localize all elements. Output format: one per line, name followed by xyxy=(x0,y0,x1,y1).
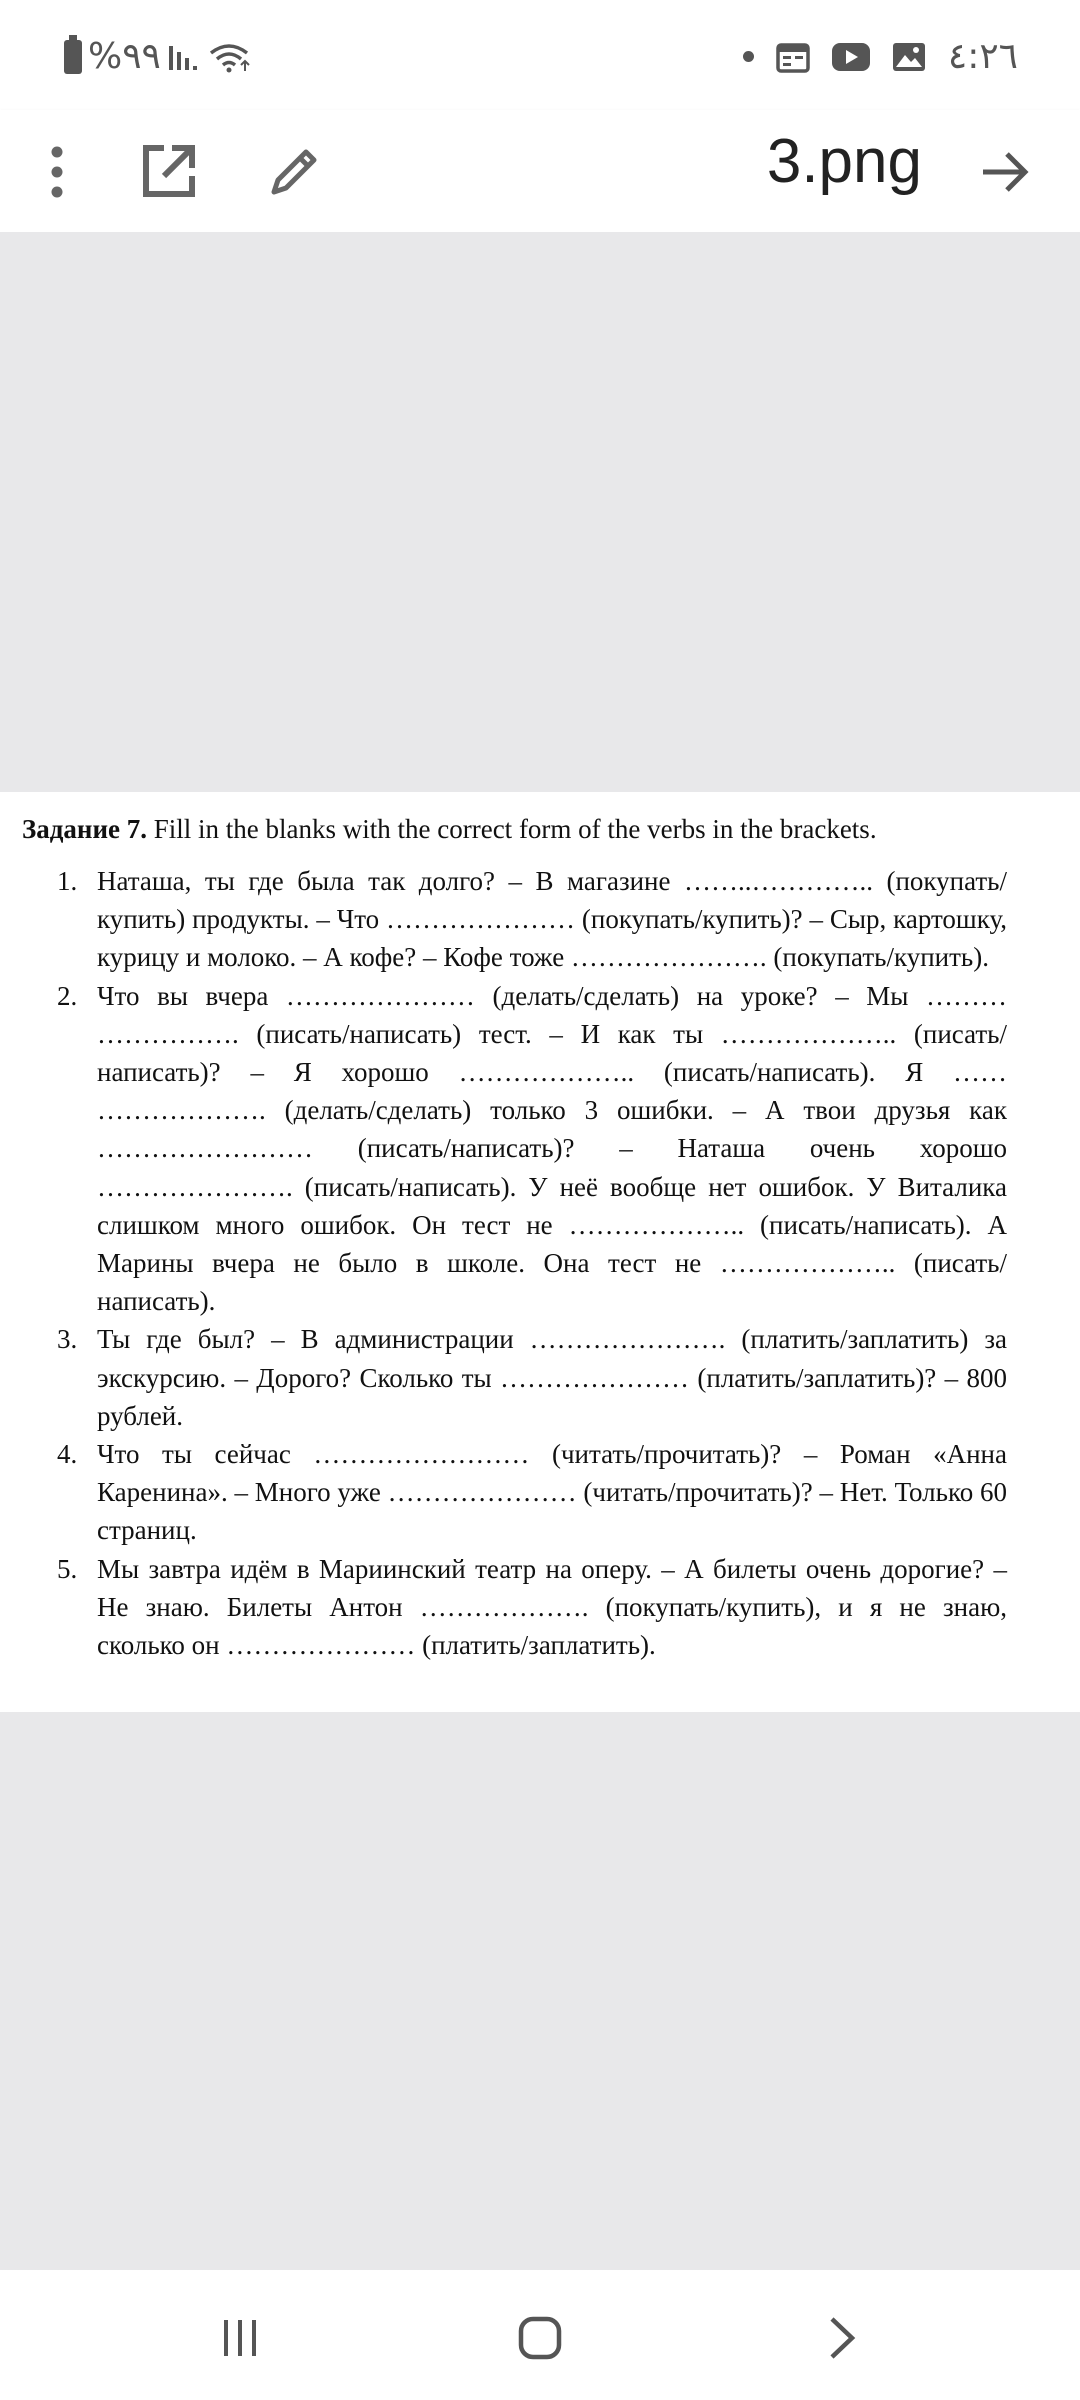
item-text: Что вы вчера ………………… (делать/сделать) на уроке? – Мы ……… ……………. (писать/написать) тест. – И как ты ……………….. (писать/написать)? – Я хорошо ……………….. (писать/написать). Я …… ………………. (делать/сделать) только 3 ошибки. – А твои друзья как …………………… (писать/написать)? – Наташа очень хорошо …………………. (писать/написать). У неё вообще нет ошибок. У Виталика слишком много ошибок. Он тест не ……………….. (писать/написать). А Марины вчера не было в школе. Она тест не ……………….. (писать/написать). xyxy=(97,980,1007,1317)
item-number: 4. xyxy=(57,1439,78,1470)
task-label: Задание 7. xyxy=(22,814,148,844)
wifi-icon xyxy=(207,41,251,73)
exercise-item xyxy=(22,1435,1007,1550)
exercise-list xyxy=(22,862,1007,1664)
status-right xyxy=(743,36,1018,77)
exercise-item xyxy=(22,977,1007,1321)
task-instruction: Fill in the blanks with the correct form of the verbs in the brackets. xyxy=(153,814,877,844)
file-title: 3.png xyxy=(766,127,922,196)
open-in-external-button[interactable] xyxy=(128,132,208,212)
item-number: 5. xyxy=(57,1553,78,1584)
more-vert-icon xyxy=(37,142,77,202)
recent-apps-button[interactable] xyxy=(200,2298,280,2378)
home-icon xyxy=(515,2313,565,2363)
document-image xyxy=(0,792,1080,1712)
back-button[interactable] xyxy=(802,2298,882,2378)
image-viewer[interactable] xyxy=(0,232,1080,2270)
status-bar xyxy=(0,0,1080,110)
status-left xyxy=(64,36,251,77)
item-text: Что ты сейчас …………………… (читать/прочитать)? – Роман «Анна Каренина». – Много уже ………………… (читать/прочитать)? – Нет. Только 60 страниц. xyxy=(97,1439,1007,1546)
item-text: Ты где был? – В администрации …………………. (платить/заплатить) за экскурсию. – Дорого? Сколько ты ………………… (платить/заплатить)? – 800 рублей. xyxy=(97,1324,1007,1431)
exercise-item xyxy=(22,1550,1007,1665)
item-number: 1. xyxy=(57,866,78,896)
chevron-right-icon xyxy=(820,2313,864,2363)
battery-percent: %٩٩ xyxy=(88,36,161,77)
forward-button[interactable] xyxy=(965,132,1045,212)
notification-dot-icon xyxy=(743,51,754,62)
arrow-forward-icon xyxy=(977,144,1033,200)
battery-icon xyxy=(64,40,82,74)
signal-icon xyxy=(167,42,201,72)
gallery-icon xyxy=(892,42,926,72)
calendar-icon xyxy=(776,41,810,73)
recent-apps-icon xyxy=(218,2316,262,2360)
item-number: 2. xyxy=(57,980,78,1011)
pencil-icon xyxy=(266,144,322,200)
youtube-icon xyxy=(832,43,870,71)
clock: ٤:٢٦ xyxy=(947,36,1018,77)
item-text: Наташа, ты где была так долго? – В магазине ……..………….. (покупать/купить) продукты. – Что ………………… (покупать/купить)? – Сыр, картошку, курицу и молоко. – А кофе? – Кофе тоже …………………. (покупать/купить). xyxy=(97,866,1007,973)
edit-button[interactable] xyxy=(254,132,334,212)
item-number: 3. xyxy=(57,1324,78,1355)
home-button[interactable] xyxy=(500,2298,580,2378)
exercise-item xyxy=(22,862,1007,977)
navigation-bar xyxy=(0,2270,1080,2400)
more-options-button[interactable] xyxy=(17,132,97,212)
exercise-item xyxy=(22,1320,1007,1435)
task-heading xyxy=(22,814,877,845)
item-text: Мы завтра идём в Мариинский театр на оперу. – А билеты очень дорогие? – Не знаю. Билеты Антон ………………. (покупать/купить), и я не знаю, сколько он ………………… (платить/заплатить). xyxy=(97,1553,1007,1661)
app-bar xyxy=(0,110,1080,232)
open-in-new-icon xyxy=(140,144,196,200)
